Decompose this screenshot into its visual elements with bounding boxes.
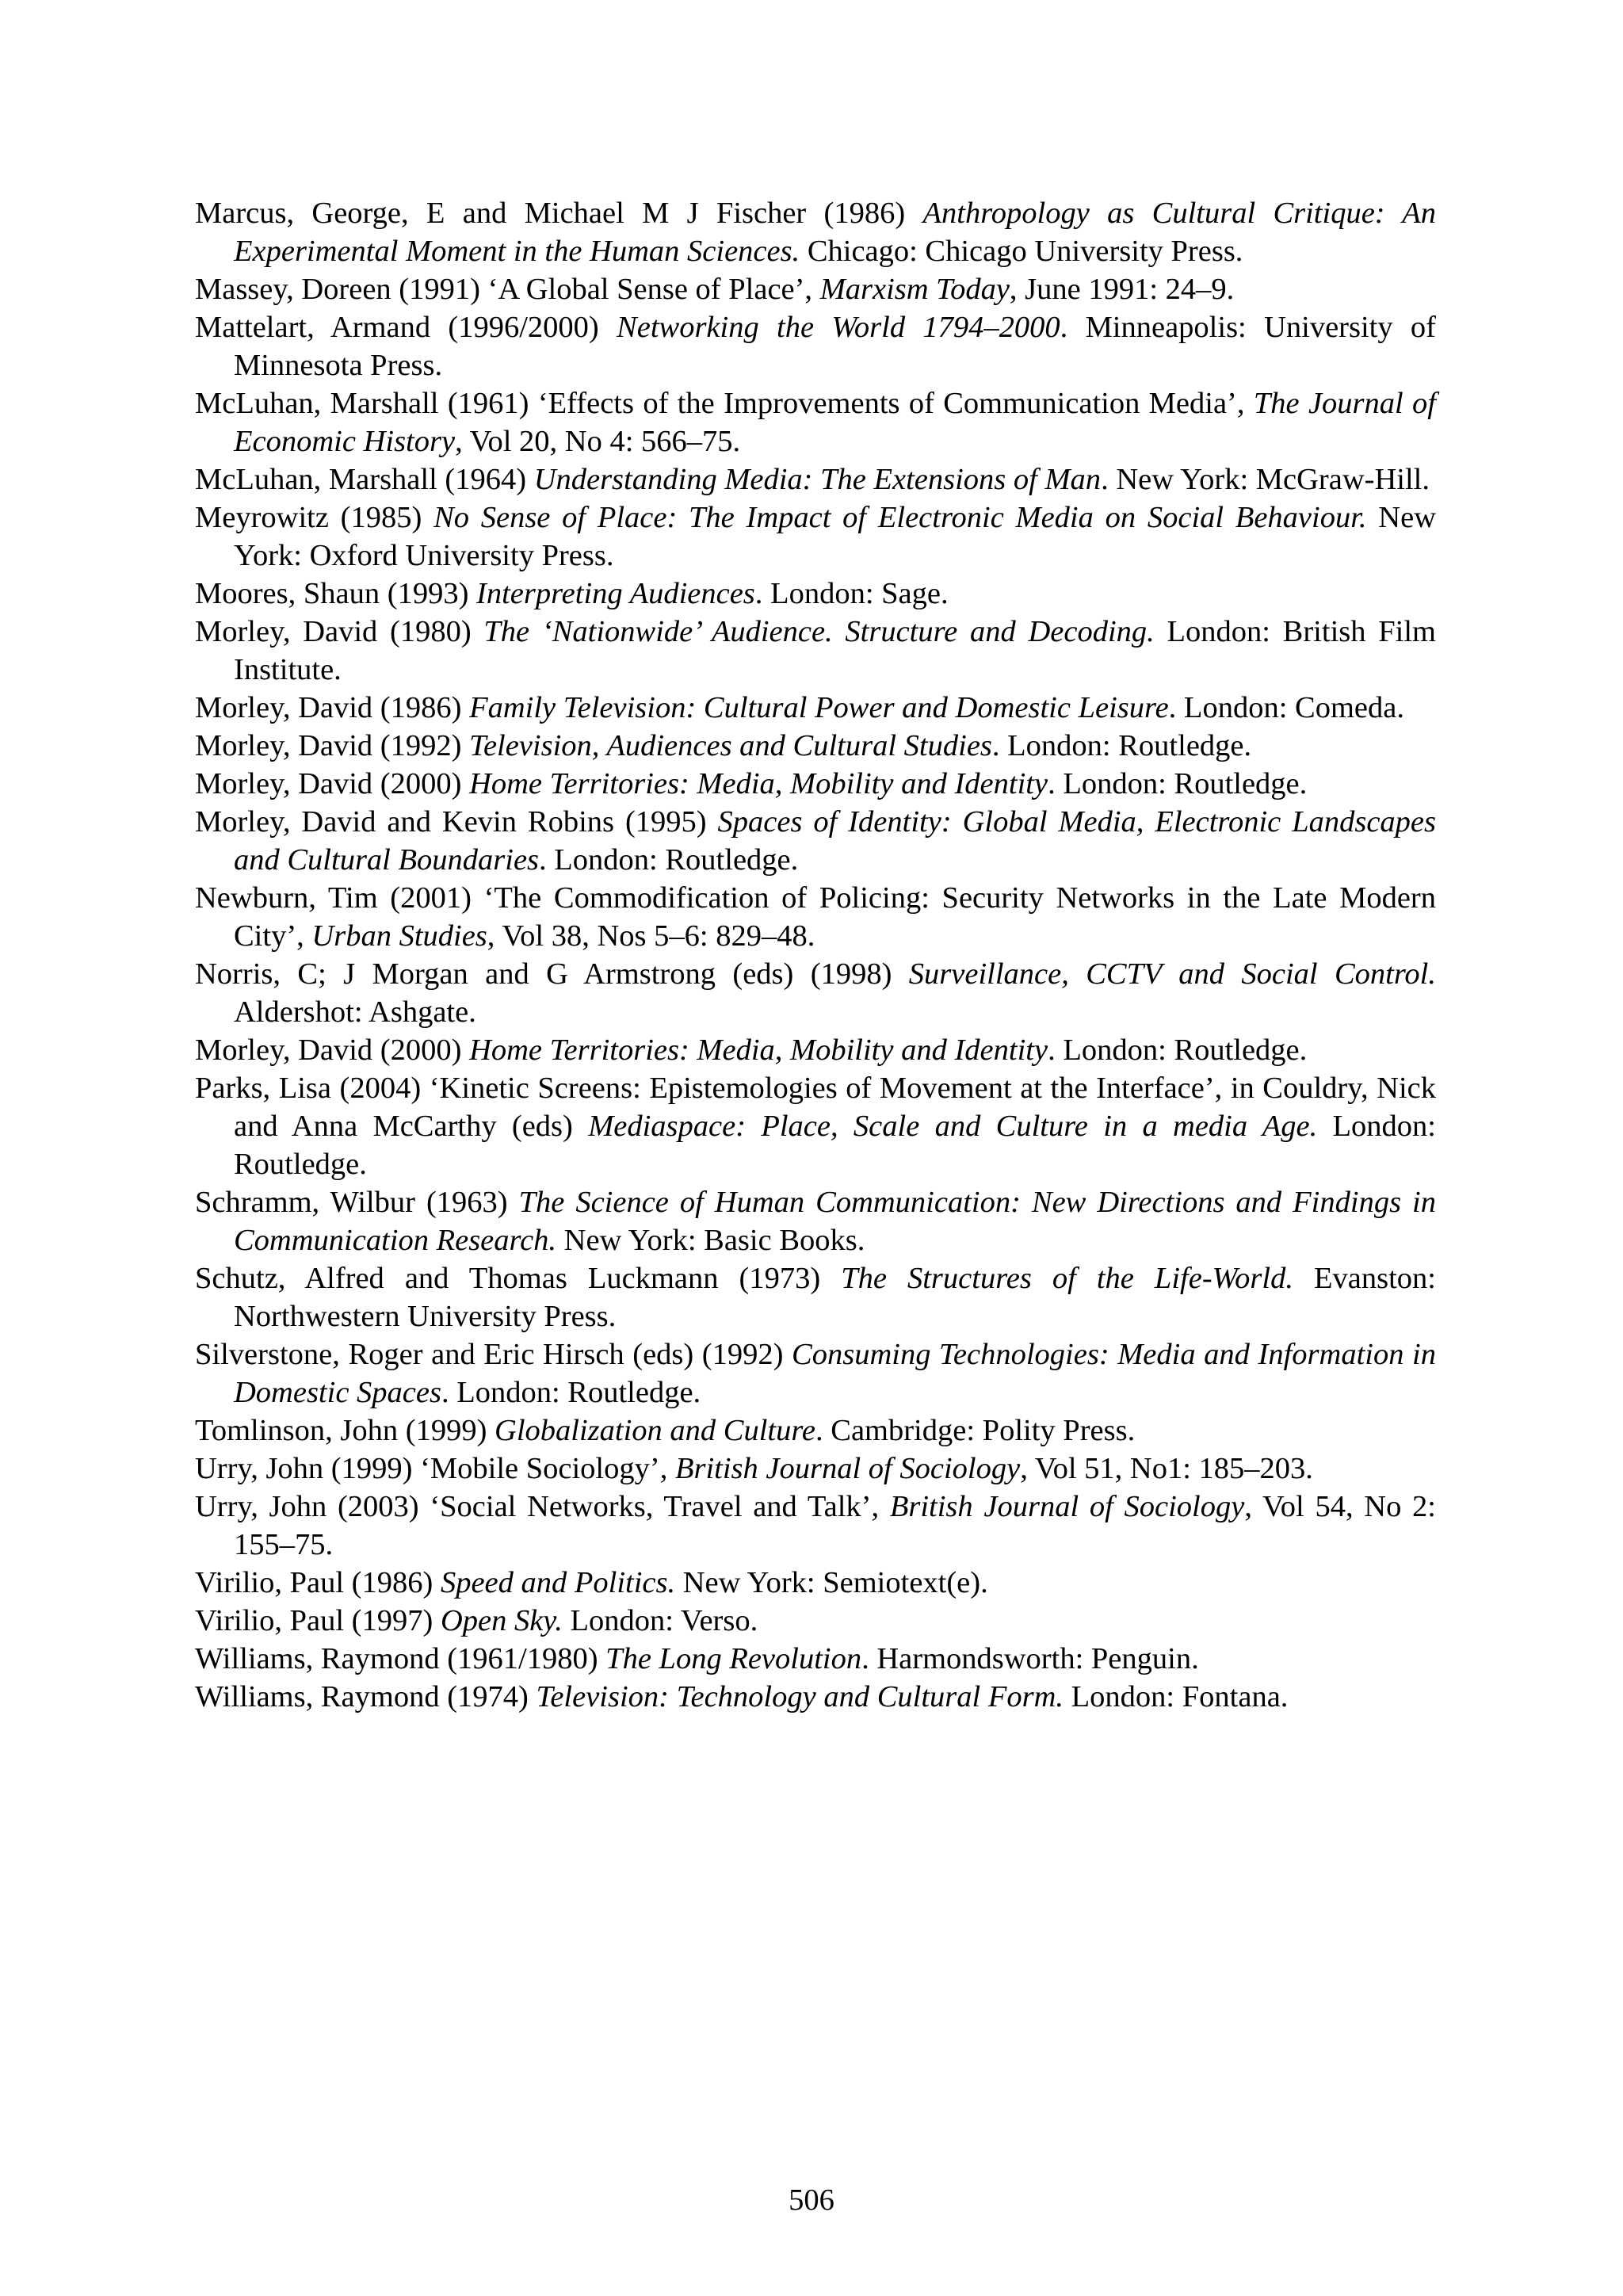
reference-title: Speed and Politics.: [440, 1566, 676, 1599]
reference-entry: [195, 955, 1436, 1031]
reference-text: Williams, Raymond (1961/1980): [195, 1642, 606, 1675]
reference-text: Urry, John (1999) ‘Mobile Sociology’,: [195, 1452, 675, 1485]
reference-text: Aldershot: Ashgate.: [234, 995, 476, 1029]
reference-text: , Vol 51, No1: 185–203.: [1020, 1452, 1313, 1485]
reference-text: Schramm, Wilbur (1963): [195, 1186, 519, 1219]
reference-entry: [195, 879, 1436, 955]
reference-title: Marxism Today: [819, 273, 1010, 306]
reference-text: New York: Oxford University Press.: [234, 501, 1436, 572]
reference-text: Morley, David (1980): [195, 615, 484, 648]
reference-title: Interpreting Audiences: [476, 577, 755, 610]
reference-text: McLuhan, Marshall (1961) ‘Effects of the Improvements of Communication Media’,: [195, 387, 1254, 420]
reference-text: Norris, C; J Morgan and G Armstrong (eds) (1998): [195, 957, 909, 991]
reference-text: . Minneapolis: University of Minnesota Press.: [234, 311, 1436, 382]
reference-entry: [195, 1335, 1436, 1412]
reference-entry: [195, 1450, 1436, 1488]
reference-text: . London: Routledge.: [991, 729, 1252, 762]
reference-list: [195, 194, 1436, 1716]
reference-text: Marcus, George, E and Michael M J Fischer (1986): [195, 197, 923, 230]
reference-title: Anthropology as Cultural Critique: An Experimental Moment in the Human Sciences.: [234, 197, 1436, 268]
page-number: 506: [789, 2183, 834, 2217]
reference-text: , Vol 20, No 4: 566–75.: [455, 425, 741, 458]
reference-entry: [195, 613, 1436, 689]
reference-text: , Vol 54, No 2: 155–75.: [234, 1490, 1436, 1561]
reference-text: Evanston: Northwestern University Press.: [234, 1262, 1437, 1333]
reference-title: Globalization and Culture: [495, 1414, 816, 1447]
reference-text: . London: Comeda.: [1168, 691, 1404, 724]
reference-text: Moores, Shaun (1993): [195, 577, 477, 610]
reference-title: Television, Audiences and Cultural Studies: [469, 729, 992, 762]
reference-title: The Structures of the Life-World.: [841, 1262, 1293, 1295]
reference-title: The Journal of Economic History: [234, 387, 1436, 458]
reference-entry: [195, 194, 1436, 270]
reference-text: London: Routledge.: [234, 1110, 1436, 1181]
reference-text: Newburn, Tim (2001) ‘The Commodification of Policing: Security Networks in the Late Modern City’,: [195, 881, 1436, 953]
reference-entry: [195, 308, 1436, 384]
reference-text: Massey, Doreen (1991) ‘A Global Sense of Place’,: [195, 273, 820, 306]
reference-text: New York: Semiotext(e).: [675, 1566, 988, 1599]
reference-title: Spaces of Identity: Global Media, Electronic Landscapes and Cultural Boundaries: [234, 805, 1436, 877]
reference-text: Morley, David (1986): [195, 691, 470, 724]
reference-text: Chicago: Chicago University Press.: [800, 235, 1243, 268]
reference-text: . London: Routledge.: [1048, 767, 1308, 800]
reference-title: Family Television: Cultural Power and Domestic Leisure: [469, 691, 1169, 724]
reference-entry: [195, 270, 1436, 308]
reference-entry: [195, 1183, 1436, 1259]
reference-text: Mattelart, Armand (1996/2000): [195, 311, 617, 344]
reference-entry: [195, 1031, 1436, 1069]
reference-text: Virilio, Paul (1997): [195, 1604, 441, 1637]
reference-text: , Vol 38, Nos 5–6: 829–48.: [487, 919, 815, 953]
reference-entry: [195, 765, 1436, 803]
reference-entry: [195, 1564, 1436, 1602]
reference-text: , June 1991: 24–9.: [1009, 273, 1235, 306]
reference-title: The ‘Nationwide’ Audience. Structure and Decoding.: [483, 615, 1155, 648]
reference-entry: [195, 1488, 1436, 1564]
reference-text: . London: Routledge.: [441, 1376, 701, 1409]
reference-title: British Journal of Sociology: [889, 1490, 1245, 1523]
reference-title: Open Sky.: [440, 1604, 563, 1637]
reference-entry: [195, 727, 1436, 765]
reference-title: Urban Studies: [311, 919, 487, 953]
reference-entry: [195, 499, 1436, 575]
reference-title: Understanding Media: The Extensions of Man: [533, 463, 1102, 496]
reference-text: Morley, David (1992): [195, 729, 470, 762]
reference-text: . London: Routledge.: [539, 843, 799, 877]
reference-text: Silverstone, Roger and Eric Hirsch (eds) (1992): [195, 1338, 792, 1371]
reference-entry: [195, 1412, 1436, 1450]
reference-text: . Cambridge: Polity Press.: [815, 1414, 1136, 1447]
reference-title: The Long Revolution: [605, 1642, 862, 1675]
reference-title: Surveillance, CCTV and Social Control.: [908, 957, 1436, 991]
reference-title: Home Territories: Media, Mobility and Identity: [469, 767, 1048, 800]
reference-text: Urry, John (2003) ‘Social Networks, Travel and Talk’,: [195, 1490, 890, 1523]
reference-text: . Harmondsworth: Penguin.: [861, 1642, 1199, 1675]
reference-title: Mediaspace: Place, Scale and Culture in a media Age.: [588, 1110, 1318, 1143]
reference-text: Meyrowitz (1985): [195, 501, 434, 534]
reference-entry: [195, 689, 1436, 727]
reference-title: British Journal of Sociology: [674, 1452, 1021, 1485]
reference-text: Williams, Raymond (1974): [195, 1680, 537, 1713]
reference-entry: [195, 384, 1436, 460]
reference-entry: [195, 1640, 1436, 1678]
reference-text: Morley, David (2000): [195, 767, 470, 800]
reference-text: New York: Basic Books.: [556, 1224, 865, 1257]
reference-text: . London: Sage.: [754, 577, 949, 610]
reference-text: Morley, David (2000): [195, 1033, 470, 1067]
reference-text: London: British Film Institute.: [234, 615, 1436, 686]
reference-title: Television: Technology and Cultural Form.: [536, 1680, 1064, 1713]
reference-title: Networking the World 1794–2000: [617, 311, 1060, 344]
reference-text: Morley, David and Kevin Robins (1995): [195, 805, 718, 839]
reference-text: Tomlinson, John (1999): [195, 1414, 495, 1447]
reference-title: The Science of Human Communication: New Directions and Findings in Communication Research.: [234, 1186, 1436, 1257]
reference-title: Consuming Technologies: Media and Information in Domestic Spaces: [234, 1338, 1437, 1409]
reference-title: No Sense of Place: The Impact of Electronic Media on Social Behaviour.: [433, 501, 1367, 534]
reference-entry: [195, 1259, 1436, 1335]
reference-text: London: Fontana.: [1064, 1680, 1289, 1713]
reference-text: McLuhan, Marshall (1964): [195, 463, 534, 496]
reference-entry: [195, 803, 1436, 879]
reference-text: London: Verso.: [562, 1604, 758, 1637]
reference-entry: [195, 1069, 1436, 1183]
reference-entry: [195, 1602, 1436, 1640]
reference-text: Parks, Lisa (2004) ‘Kinetic Screens: Epistemologies of Movement at the Interface’, in Couldry, Nick and Anna McCarthy (eds): [195, 1072, 1436, 1143]
reference-title: Home Territories: Media, Mobility and Identity: [469, 1033, 1048, 1067]
reference-entry: [195, 1678, 1436, 1716]
reference-text: . London: Routledge.: [1048, 1033, 1308, 1067]
reference-text: Virilio, Paul (1986): [195, 1566, 441, 1599]
reference-entry: [195, 575, 1436, 613]
reference-entry: [195, 460, 1436, 499]
reference-text: Schutz, Alfred and Thomas Luckmann (1973): [195, 1262, 842, 1295]
reference-text: . New York: McGraw-Hill.: [1101, 463, 1430, 496]
